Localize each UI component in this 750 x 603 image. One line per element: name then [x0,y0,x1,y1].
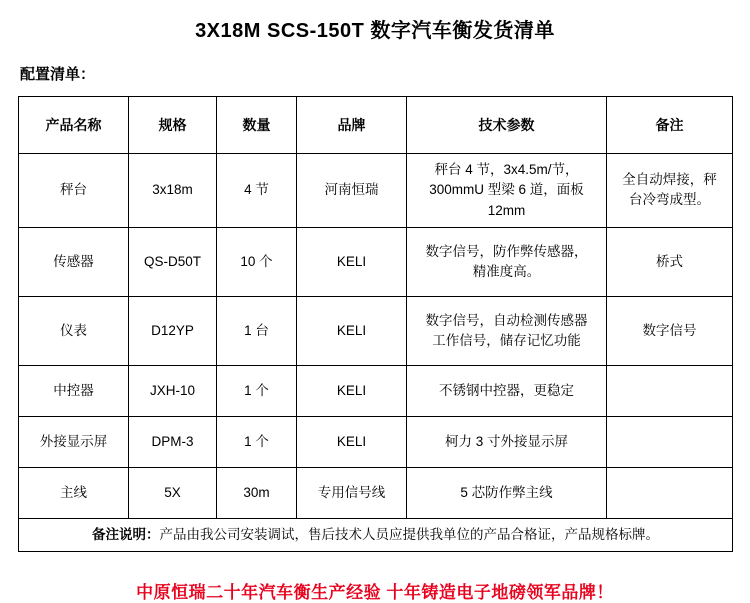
table-row [19,154,733,228]
cell-spec: D12YP [129,296,217,365]
table-row [19,227,733,296]
cell-tech-line-1: 数字信号，自动检测传感器 [425,312,588,328]
cell-product-name: 主线 [19,467,129,518]
cell-spec: QS-D50T [129,227,217,296]
cell-tech-line-1: 秤台 4 节，3x4.5m/节， [434,162,579,177]
footer-slogan: 中原恒瑞二十年汽车衡生产经验 十年铸造电子地磅领军品牌！ [136,583,614,602]
cell-tech-line-1: 数字信号，防作弊传感器， [425,243,588,259]
cell-remark [607,467,733,518]
table-row [19,416,733,467]
cell-brand: KELI [297,296,407,365]
column-header-brand: 品牌 [297,97,407,154]
cell-qty: 1 台 [217,296,297,365]
cell-tech-line-2: 精准度高。 [472,263,541,279]
cell-product-name: 传感器 [19,227,129,296]
cell-product-name: 外接显示屏 [19,416,129,467]
cell-brand: KELI [297,365,407,416]
cell-tech: 5 芯防作弊主线 [407,467,607,518]
table-row [19,365,733,416]
cell-spec: 3x18m [129,154,217,228]
cell-remark: 桥式 [607,227,733,296]
spec-table [18,96,733,552]
cell-tech: 柯力 3 寸外接显示屏 [407,416,607,467]
table-row [19,467,733,518]
table-note-row [19,518,733,551]
cell-tech [407,296,607,365]
cell-remark-line-2: 台冷弯成型。 [629,192,710,208]
column-header-qty: 数量 [217,97,297,154]
cell-remark [607,154,733,228]
cell-tech-line-2: 300mmU 型梁 6 道，面板 12mm [429,182,584,218]
note-cell [19,518,733,551]
cell-remark [607,416,733,467]
cell-tech [407,154,607,228]
table-row [19,296,733,365]
cell-remark: 数字信号 [607,296,733,365]
cell-brand: 专用信号线 [297,467,407,518]
column-header-tech: 技术参数 [407,97,607,154]
cell-qty: 4 节 [217,154,297,228]
page-title: 3X18M SCS-150T 数字汽车衡发货清单 [195,20,555,42]
cell-brand: 河南恒瑞 [297,154,407,228]
cell-tech [407,227,607,296]
cell-remark-line-1: 全自动焊接，秤 [622,172,717,188]
cell-brand: KELI [297,227,407,296]
cell-product-name: 中控器 [19,365,129,416]
cell-tech-line-2: 工作信号，储存记忆功能 [432,332,581,348]
cell-qty: 1 个 [217,365,297,416]
cell-product-name: 仪表 [19,296,129,365]
column-header-remark: 备注 [607,97,733,154]
section-subtitle: 配置清单： [20,66,96,83]
cell-spec: 5X [129,467,217,518]
cell-remark [607,365,733,416]
cell-qty: 30m [217,467,297,518]
note-label: 备注说明： [92,526,160,542]
cell-spec: DPM-3 [129,416,217,467]
cell-qty: 1 个 [217,416,297,467]
cell-qty: 10 个 [217,227,297,296]
column-header-name: 产品名称 [19,97,129,154]
note-text: 产品由我公司安装调试，售后技术人员应提供我单位的产品合格证，产品规格标牌。 [159,526,659,542]
column-header-spec: 规格 [129,97,217,154]
cell-spec: JXH-10 [129,365,217,416]
table-header-row [19,97,733,154]
cell-brand: KELI [297,416,407,467]
cell-tech: 不锈钢中控器，更稳定 [407,365,607,416]
cell-product-name: 秤台 [19,154,129,228]
